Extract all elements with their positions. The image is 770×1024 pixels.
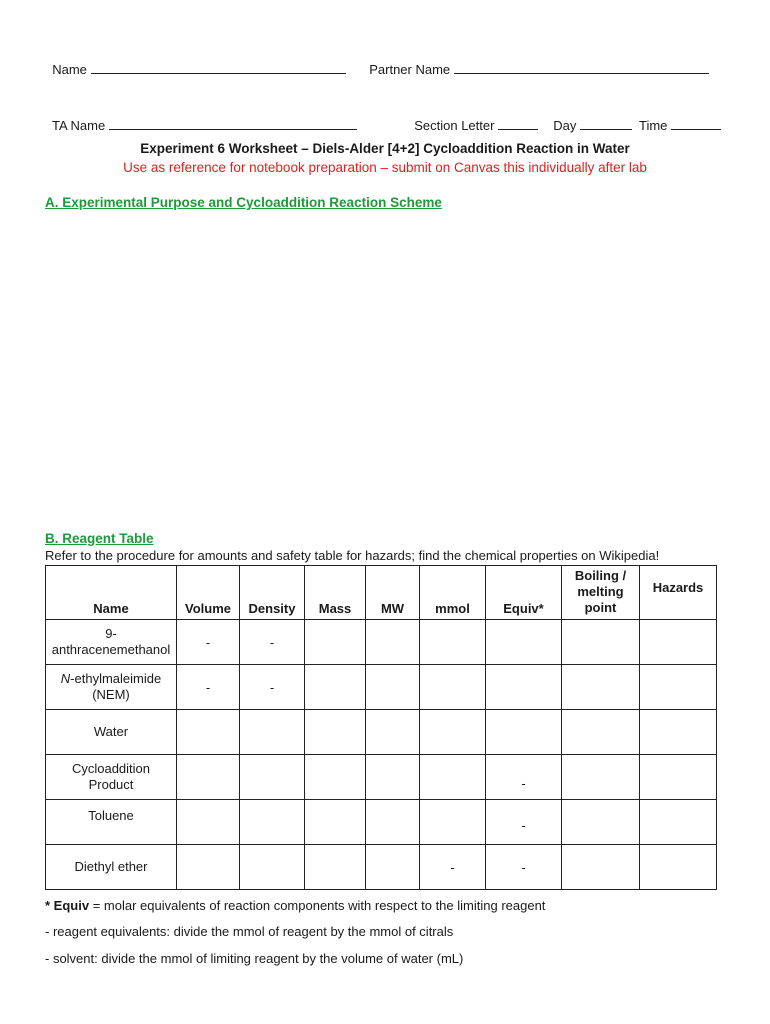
reagent-name-italic: N <box>60 671 71 686</box>
reagent-name-line2: (NEM) <box>92 687 130 702</box>
equiv-cell[interactable] <box>486 665 562 710</box>
reagent-name-cell <box>46 665 177 710</box>
day-field[interactable] <box>546 103 632 133</box>
mw-cell[interactable] <box>366 710 420 755</box>
ta-name-label: TA Name <box>52 118 106 133</box>
mmol-cell[interactable] <box>420 665 486 710</box>
section-letter-field[interactable] <box>407 103 538 133</box>
reagent-name-line1: -ethylmaleimide <box>70 671 162 686</box>
solvent-equivalents-note: - solvent: divide the mmol of limiting reagent by the volume of water (mL) <box>45 951 464 966</box>
col-header-equiv: Equiv* <box>486 566 562 620</box>
equiv-footnote <box>45 898 545 913</box>
time-label: Time <box>639 118 668 133</box>
boiling-melting-cell[interactable] <box>562 800 640 845</box>
partner-name-field[interactable] <box>362 47 709 77</box>
reagent-name-line2: anthracenemethanol <box>51 642 171 657</box>
volume-cell[interactable] <box>177 845 240 890</box>
table-header-row <box>46 566 717 620</box>
section-a-heading: A. Experimental Purpose and Cycloaddition Reaction Scheme <box>45 195 442 210</box>
col-header-boiling-melting-point: Boiling / melting point <box>562 566 640 620</box>
mw-cell[interactable] <box>366 845 420 890</box>
equiv-term: * Equiv <box>45 898 90 913</box>
section-b-heading: B. Reagent Table <box>45 531 154 546</box>
mass-cell[interactable] <box>305 710 366 755</box>
mw-cell[interactable] <box>366 665 420 710</box>
equiv-cell[interactable]: - <box>486 800 562 845</box>
reagent-name-cell <box>46 620 177 665</box>
table-row <box>46 710 717 755</box>
reagent-name-cell: Diethyl ether <box>46 845 177 890</box>
table-row <box>46 620 717 665</box>
name-field[interactable] <box>45 47 346 77</box>
reagent-name-cell <box>46 755 177 800</box>
day-label: Day <box>553 118 577 133</box>
ta-name-blank[interactable] <box>109 118 357 130</box>
section-letter-label: Section Letter <box>414 118 495 133</box>
table-row <box>46 845 717 890</box>
volume-cell[interactable] <box>177 755 240 800</box>
col-header-name: Name <box>46 566 177 620</box>
volume-cell[interactable] <box>177 800 240 845</box>
equiv-cell[interactable] <box>486 710 562 755</box>
volume-cell[interactable] <box>177 710 240 755</box>
density-cell[interactable] <box>240 710 305 755</box>
density-cell[interactable] <box>240 845 305 890</box>
equiv-cell[interactable]: - <box>486 845 562 890</box>
mw-cell[interactable] <box>366 620 420 665</box>
col-header-volume: Volume <box>177 566 240 620</box>
reagent-name-cell: Toluene <box>46 800 177 845</box>
section-letter-blank[interactable] <box>498 118 538 130</box>
boiling-melting-cell[interactable] <box>562 710 640 755</box>
time-field[interactable] <box>632 103 721 133</box>
hazards-cell[interactable] <box>640 800 717 845</box>
mmol-cell[interactable]: - <box>420 845 486 890</box>
col-header-hazards: Hazards <box>640 566 717 620</box>
reagent-table <box>45 565 717 890</box>
hazards-cell[interactable] <box>640 620 717 665</box>
ta-name-field[interactable] <box>45 103 357 133</box>
mw-cell[interactable] <box>366 755 420 800</box>
name-label: Name <box>52 62 87 77</box>
mmol-cell[interactable] <box>420 755 486 800</box>
volume-cell[interactable]: - <box>177 665 240 710</box>
reagent-name-line2: Product <box>88 777 134 792</box>
mmol-cell[interactable] <box>420 620 486 665</box>
boiling-melting-cell[interactable] <box>562 665 640 710</box>
col-header-mw: MW <box>366 566 420 620</box>
reagent-equivalents-note: - reagent equivalents: divide the mmol of reagent by the mmol of citrals <box>45 924 454 939</box>
equiv-cell[interactable]: - <box>486 755 562 800</box>
mass-cell[interactable] <box>305 800 366 845</box>
section-a-answer-area[interactable] <box>45 220 716 520</box>
hazards-cell[interactable] <box>640 755 717 800</box>
boiling-melting-cell[interactable] <box>562 845 640 890</box>
table-row <box>46 665 717 710</box>
mass-cell[interactable] <box>305 665 366 710</box>
partner-name-label: Partner Name <box>369 62 451 77</box>
boiling-melting-cell[interactable] <box>562 620 640 665</box>
section-b-instructions: Refer to the procedure for amounts and safety table for hazards; find the chemical properties on Wikipedia! <box>45 548 660 563</box>
table-row <box>46 800 717 845</box>
reagent-name-line1: 9- <box>105 626 117 641</box>
time-blank[interactable] <box>671 118 721 130</box>
reagent-name-cell: Water <box>46 710 177 755</box>
density-cell[interactable]: - <box>240 620 305 665</box>
volume-cell[interactable]: - <box>177 620 240 665</box>
name-blank[interactable] <box>91 62 346 74</box>
density-cell[interactable]: - <box>240 665 305 710</box>
density-cell[interactable] <box>240 800 305 845</box>
mmol-cell[interactable] <box>420 710 486 755</box>
mass-cell[interactable] <box>305 845 366 890</box>
mmol-cell[interactable] <box>420 800 486 845</box>
equiv-cell[interactable] <box>486 620 562 665</box>
partner-name-blank[interactable] <box>454 62 709 74</box>
mass-cell[interactable] <box>305 620 366 665</box>
boiling-melting-cell[interactable] <box>562 755 640 800</box>
reagent-name-line1: Cycloaddition <box>71 761 151 776</box>
worksheet-subtitle: Use as reference for notebook preparation – submit on Canvas this individually after lab <box>123 160 647 175</box>
table-row <box>46 755 717 800</box>
col-header-mmol: mmol <box>420 566 486 620</box>
hazards-cell[interactable] <box>640 845 717 890</box>
day-blank[interactable] <box>580 118 632 130</box>
col-header-mass: Mass <box>305 566 366 620</box>
density-cell[interactable] <box>240 755 305 800</box>
hazards-cell[interactable] <box>640 710 717 755</box>
col-header-density: Density <box>240 566 305 620</box>
mass-cell[interactable] <box>305 755 366 800</box>
hazards-cell[interactable] <box>640 665 717 710</box>
equiv-definition: = molar equivalents of reaction components with respect to the limiting reagent <box>89 898 546 913</box>
worksheet-title: Experiment 6 Worksheet – Diels-Alder [4+2] Cycloaddition Reaction in Water <box>140 141 630 156</box>
mw-cell[interactable] <box>366 800 420 845</box>
